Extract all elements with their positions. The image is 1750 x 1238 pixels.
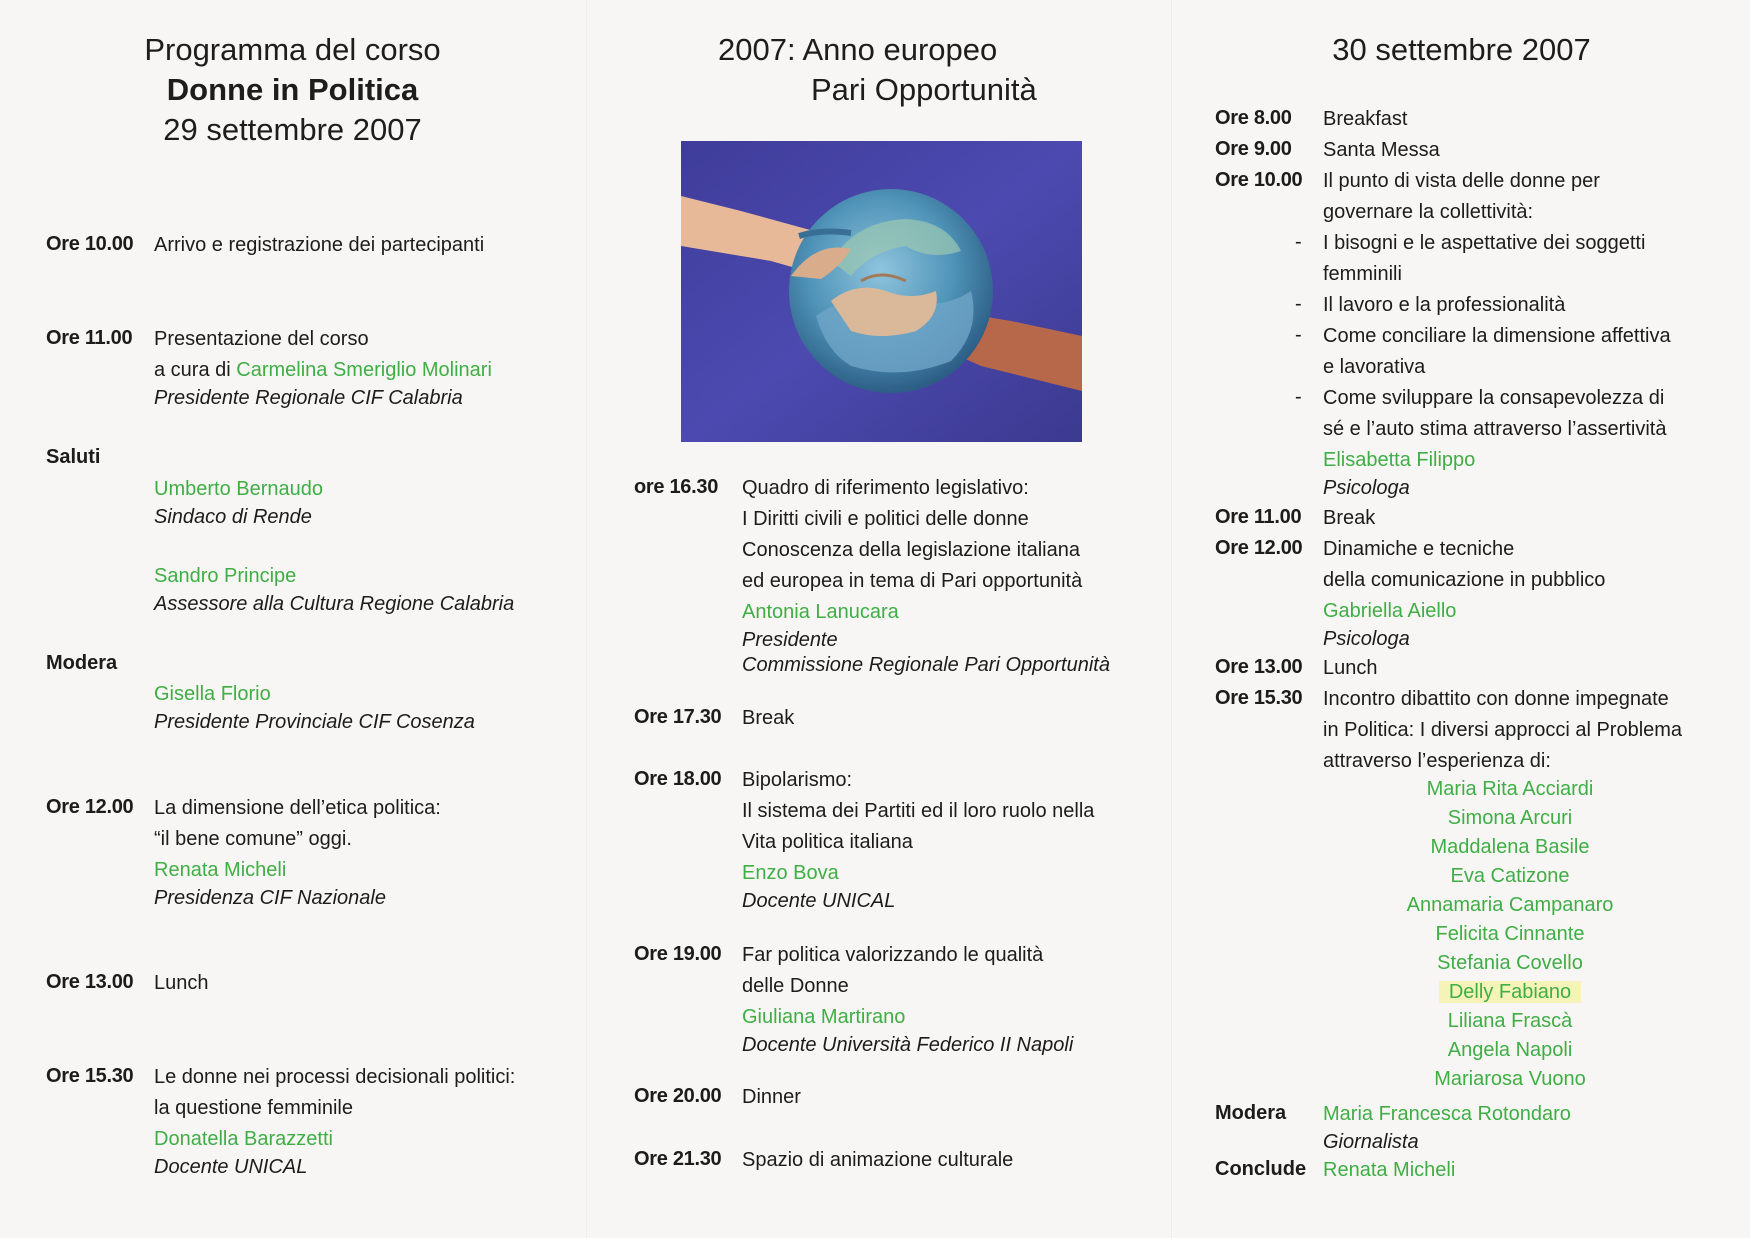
session-text xyxy=(154,1062,515,1180)
session-text xyxy=(1323,653,1378,684)
bullet-text xyxy=(1323,321,1671,383)
text-line: attraverso l’esperienza di: xyxy=(1323,750,1551,772)
time-label: Ore 12.00 xyxy=(46,796,134,818)
speaker-name: Renata Micheli xyxy=(1323,1159,1456,1181)
speaker-role: Presidente Regionale CIF Calabria xyxy=(154,387,463,409)
text-line: femminili xyxy=(1323,263,1402,285)
speaker-block xyxy=(1323,1099,1571,1155)
text-line: Vita politica italiana xyxy=(742,831,913,853)
speaker-role: Presidente xyxy=(742,629,838,651)
speaker-block xyxy=(154,474,323,530)
speaker-name: Angela Napoli xyxy=(1447,1039,1573,1061)
text-line: Santa Messa xyxy=(1323,139,1440,161)
text-line: Lunch xyxy=(154,972,209,994)
title-line: 30 settembre 2007 xyxy=(1332,32,1591,67)
text-line: Il punto di vista delle donne per xyxy=(1323,170,1600,192)
title-line: Programma del corso xyxy=(144,32,441,67)
speaker-name: Enzo Bova xyxy=(742,862,839,884)
speaker-name: Antonia Lanucara xyxy=(742,601,899,623)
session-text xyxy=(1323,104,1407,135)
speaker-role: Assessore alla Cultura Regione Calabria xyxy=(154,593,515,615)
text-line: Arrivo e registrazione dei partecipanti xyxy=(154,234,485,256)
text-line: Dinner xyxy=(742,1086,801,1108)
speaker-role: Commissione Regionale Pari Opportunità xyxy=(742,654,1110,676)
text-line: e lavorativa xyxy=(1323,356,1426,378)
panel-30-settembre xyxy=(1173,0,1750,1238)
time-label: Ore 21.30 xyxy=(634,1148,722,1170)
speaker-role: Docente UNICAL xyxy=(154,1156,308,1178)
text-line: ed europea in tema di Pari opportunità xyxy=(742,570,1083,592)
speaker-block xyxy=(1323,1155,1455,1186)
session-text xyxy=(154,968,209,999)
speaker-role: Docente UNICAL xyxy=(742,890,896,912)
speaker-name: Carmelina Smeriglio Molinari xyxy=(236,359,492,381)
speaker-name: Elisabetta Filippo xyxy=(1323,449,1476,471)
session-text xyxy=(1323,684,1682,777)
text-line: Break xyxy=(1323,507,1376,529)
time-label: Ore 18.00 xyxy=(634,768,722,790)
session-text xyxy=(154,230,484,261)
text-line: La dimensione dell’etica politica: xyxy=(154,797,441,819)
text-line: in Politica: I diversi approcci al Problema xyxy=(1323,719,1683,741)
speaker-role: Docente Università Federico II Napoli xyxy=(742,1034,1074,1056)
speaker-role: Presidente Provinciale CIF Cosenza xyxy=(154,711,475,733)
bullet-text xyxy=(1323,228,1645,290)
text-line: “il bene comune” oggi. xyxy=(154,828,352,850)
speaker-name: Gisella Florio xyxy=(154,683,271,705)
speaker-name: Felicita Cinnante xyxy=(1435,923,1585,945)
bullet-text xyxy=(1323,290,1565,321)
text-line: I bisogni e le aspettative dei soggetti xyxy=(1323,232,1646,254)
speaker-name: Sandro Principe xyxy=(154,565,297,587)
session-text xyxy=(1323,534,1605,652)
time-label: Ore 11.00 xyxy=(1215,506,1302,528)
time-label: Ore 8.00 xyxy=(1215,107,1292,129)
text-line: delle Donne xyxy=(742,975,849,997)
panel-title xyxy=(1173,30,1750,70)
bullet-dash: - xyxy=(1295,293,1302,315)
time-label: Ore 19.00 xyxy=(634,943,722,965)
text-line: Le donne nei processi decisionali politici: xyxy=(154,1066,516,1088)
title-line: Pari Opportunità xyxy=(811,72,1037,107)
text-line: Il sistema dei Partiti ed il loro ruolo nella xyxy=(742,800,1095,822)
text-line: Lunch xyxy=(1323,657,1378,679)
panel-title xyxy=(0,30,585,150)
session-text xyxy=(154,793,441,911)
title-line: Donne in Politica xyxy=(166,72,419,107)
text-line: Conoscenza della legislazione italiana xyxy=(742,539,1080,561)
speaker-name: Renata Micheli xyxy=(154,859,287,881)
time-label: Ore 17.30 xyxy=(634,706,722,728)
title-line: 2007: Anno europeo xyxy=(718,32,998,67)
panel-title xyxy=(718,30,1058,110)
time-label: Ore 10.00 xyxy=(46,233,134,255)
speaker-name-highlighted: Delly Fabiano xyxy=(1439,981,1581,1003)
speaker-name: Annamaria Campanaro xyxy=(1406,894,1614,916)
text-line: la questione femminile xyxy=(154,1097,353,1119)
text-line: governare la collettività: xyxy=(1323,201,1534,223)
time-label: Ore 11.00 xyxy=(46,327,133,349)
speaker-list xyxy=(1310,775,1710,1094)
title-line: 29 settembre 2007 xyxy=(163,112,422,147)
text-line: I Diritti civili e politici delle donne xyxy=(742,508,1029,530)
text-line: Come conciliare la dimensione affettiva xyxy=(1323,325,1671,347)
text-line: Break xyxy=(742,707,795,729)
speaker-name: Stefania Covello xyxy=(1437,952,1583,974)
speaker-block xyxy=(154,561,514,617)
time-label: Ore 13.00 xyxy=(46,971,134,993)
time-label: Ore 13.00 xyxy=(1215,656,1303,678)
text-line: della comunicazione in pubblico xyxy=(1323,569,1606,591)
bullet-dash: - xyxy=(1295,231,1302,253)
session-text xyxy=(1323,135,1440,166)
time-label: Ore 20.00 xyxy=(634,1085,722,1107)
speaker-name: Maria Francesca Rotondaro xyxy=(1323,1103,1571,1125)
speaker-name: Liliana Frascà xyxy=(1447,1010,1573,1032)
text-line: Presentazione del corso xyxy=(154,328,369,350)
speaker-role: Presidenza CIF Nazionale xyxy=(154,887,386,909)
bullet-text xyxy=(1323,383,1666,445)
time-label: ore 16.30 xyxy=(634,476,719,498)
session-text xyxy=(1323,503,1375,534)
text-line: sé e l’auto stima attraverso l’assertività xyxy=(1323,418,1667,440)
time-label: Ore 15.30 xyxy=(46,1065,134,1087)
bullet-dash: - xyxy=(1295,324,1302,346)
conclude-label: Conclude xyxy=(1215,1158,1307,1180)
bullet-dash: - xyxy=(1295,386,1302,408)
text-line: Il lavoro e la professionalità xyxy=(1323,294,1566,316)
speaker-name: Giuliana Martirano xyxy=(742,1006,906,1028)
time-label: Ore 15.30 xyxy=(1215,687,1303,709)
time-label: Ore 10.00 xyxy=(1215,169,1303,191)
text-line: Dinamiche e tecniche xyxy=(1323,538,1515,560)
speaker-name: Gabriella Aiello xyxy=(1323,600,1457,622)
speaker-role: Psicologa xyxy=(1323,628,1410,650)
text-line: Far politica valorizzando le qualità xyxy=(742,944,1044,966)
speaker-name: Simona Arcuri xyxy=(1447,807,1573,829)
text-line: Come sviluppare la consapevolezza di xyxy=(1323,387,1665,409)
speaker-block xyxy=(154,679,475,735)
modera-label: Modera xyxy=(1215,1102,1287,1124)
saluti-label: Saluti xyxy=(46,446,101,468)
time-label: Ore 12.00 xyxy=(1215,537,1303,559)
speaker-name: Umberto Bernaudo xyxy=(154,478,323,500)
text-line: Incontro dibattito con donne impegnate xyxy=(1323,688,1669,710)
text-line: Breakfast xyxy=(1323,108,1408,130)
speaker-role: Giornalista xyxy=(1323,1131,1419,1153)
modera-label: Modera xyxy=(46,652,118,674)
hands-globe-image xyxy=(681,141,1082,442)
speaker-name: Maria Rita Acciardi xyxy=(1426,778,1594,800)
text-line: Bipolarismo: xyxy=(742,769,853,791)
cura-prefix: a cura di xyxy=(154,359,237,381)
hands-globe-icon xyxy=(681,141,1082,442)
speaker-role: Psicologa xyxy=(1323,477,1410,499)
speaker-name: Donatella Barazzetti xyxy=(154,1128,333,1150)
time-label: Ore 9.00 xyxy=(1215,138,1292,160)
panel-29-settembre xyxy=(0,0,585,1238)
session-text xyxy=(154,324,492,411)
speaker-name: Mariarosa Vuono xyxy=(1434,1068,1586,1090)
speaker-name: Maddalena Basile xyxy=(1430,836,1590,858)
text-line: Spazio di animazione culturale xyxy=(742,1149,1014,1171)
session-text xyxy=(1323,166,1600,228)
speaker-role: Sindaco di Rende xyxy=(154,506,312,528)
speaker-name: Eva Catizone xyxy=(1450,865,1570,887)
speaker-block xyxy=(1323,445,1475,501)
text-line: Quadro di riferimento legislativo: xyxy=(742,477,1029,499)
